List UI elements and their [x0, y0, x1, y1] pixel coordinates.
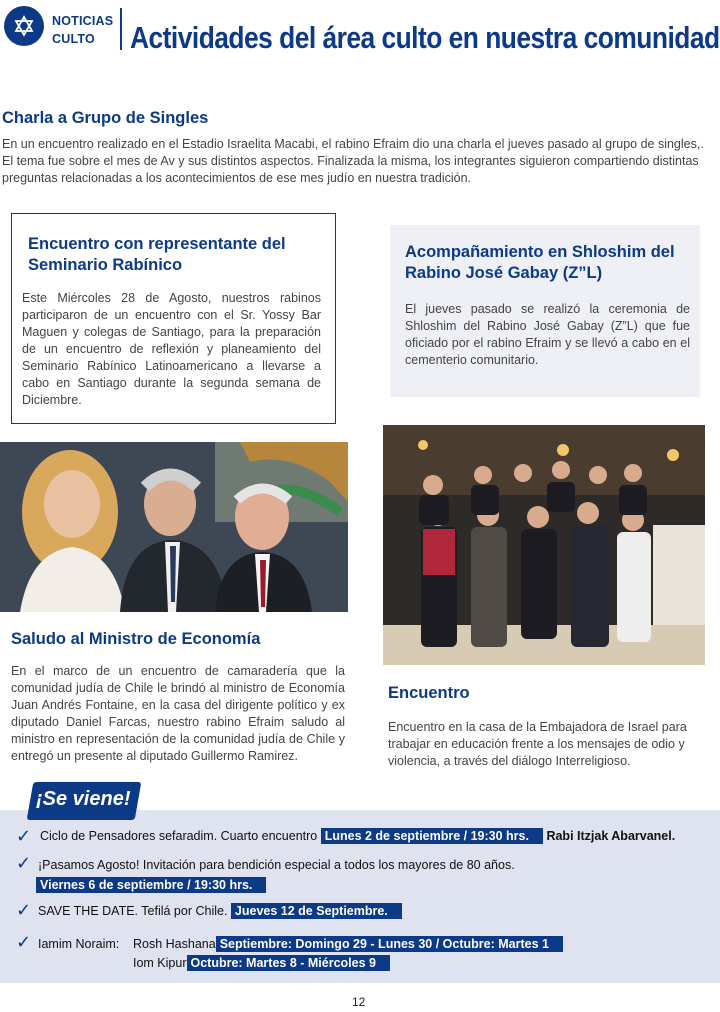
- seminario-title: Encuentro con representante del Seminario Rabínico: [28, 235, 286, 274]
- event-3-text: SAVE THE DATE. Tefilá por Chile.: [38, 904, 228, 918]
- checkmark-icon: ✓: [16, 826, 32, 846]
- section-label-culto: CULTO: [52, 32, 95, 46]
- star-of-david-icon: [13, 15, 35, 37]
- rosh-hashana-date: Septiembre: Domingo 29 - Lunes 30 / Octubre: Martes 1: [216, 936, 563, 952]
- header-divider: [120, 8, 122, 50]
- singles-title: Charla a Grupo de Singles: [2, 109, 209, 127]
- section-label-noticias: NOTICIAS: [52, 14, 114, 28]
- event-3-date: Jueves 12 de Septiembre.: [231, 903, 402, 919]
- event-item-4-rosh-hashana: [133, 936, 563, 953]
- checkmark-icon: ✓: [16, 900, 32, 920]
- rosh-hashana-label: Rosh Hashana: [133, 937, 216, 951]
- iom-kipur-date: Octubre: Martes 8 - Miércoles 9: [187, 955, 390, 971]
- section-logo: [4, 6, 44, 46]
- page-number: 12: [352, 995, 366, 1009]
- event-4-label: Iamim Noraim:: [38, 937, 120, 951]
- seminario-text: Este Miércoles 28 de Agosto, nuestros rabinos participaron de un encuentro con el Sr. Yossy Bar Maguen y colegas de Santiago, para la preparación de un encuentro de reflexión y planeamiento del Seminario Rabínico Latinoamericano a llevarse a cabo en Santiago durante la segunda semana de Diciembre.: [22, 291, 321, 407]
- event-item-1: [40, 828, 675, 845]
- encuentro-text: Encuentro en la casa de la Embajadora de Israel para trabajar en educación frente a los mensajes de odio y violencia, a través del diálogo Interreligioso.: [388, 720, 687, 768]
- event-1-date: Lunes 2 de septiembre / 19:30 hrs.: [321, 828, 543, 844]
- event-1-text: Ciclo de Pensadores sefaradim. Cuarto encuentro: [40, 829, 318, 843]
- event-item-3: [38, 903, 402, 920]
- checkmark-icon: ✓: [16, 932, 32, 952]
- photo-ministro: [0, 442, 348, 612]
- encuentro-title: Encuentro: [388, 684, 470, 702]
- photo-encuentro: [383, 425, 705, 665]
- shloshim-box: [390, 225, 700, 397]
- event-item-4-iom-kipur: [133, 955, 390, 972]
- event-2-text: ¡Pasamos Agosto! Invitación para bendición especial a todos los mayores de 80 años.: [38, 858, 515, 872]
- page-title: Actividades del área culto en nuestra comunidad: [130, 20, 720, 55]
- shloshim-text: El jueves pasado se realizó la ceremonia de Shloshim del Rabino José Gabay (Z”L) que fue oficiado por el rabino Efraim y se llevó a cabo en el cementerio comunitario.: [405, 302, 690, 367]
- ministro-title: Saludo al Ministro de Economía: [11, 630, 261, 648]
- shloshim-title: Acompañamiento en Shloshim del Rabino José Gabay (Z”L): [405, 243, 675, 282]
- seminario-box: [11, 213, 336, 424]
- iom-kipur-label: Iom Kipur: [133, 956, 187, 970]
- event-1-speaker: Rabi Itzjak Abarvanel.: [546, 829, 676, 843]
- event-item-4-label: [38, 936, 119, 953]
- se-viene-label: ¡Se viene!: [36, 788, 131, 810]
- event-item-2-date-row: [36, 877, 266, 894]
- checkmark-icon: ✓: [16, 853, 32, 873]
- event-2-date: Viernes 6 de septiembre / 19:30 hrs.: [36, 877, 266, 893]
- ministro-text: En el marco de un encuentro de camaradería que la comunidad judía de Chile le brindó al ministro de Economía Juan Andrés Fontaine, en la casa del dirigente político y ex diputado Daniel Farcas, nuestro rabino Efraim saludo al ministro en representación de la comunidad judía de Chile y entregó un presente al diputado Guillermo Ramirez.: [11, 664, 345, 763]
- singles-text: En un encuentro realizado en el Estadio Israelita Macabi, el rabino Efraim dio una charla el jueves pasado al grupo de singles,. El tema fue sobre el mes de Av y sus distintos aspectos. Finalizada la misma, los integrantes siguieron compartiendo distintas preguntas relacionadas a los acontecimientos de ese mes judío en nuestra tradición.: [2, 137, 704, 185]
- event-item-2: [38, 857, 515, 874]
